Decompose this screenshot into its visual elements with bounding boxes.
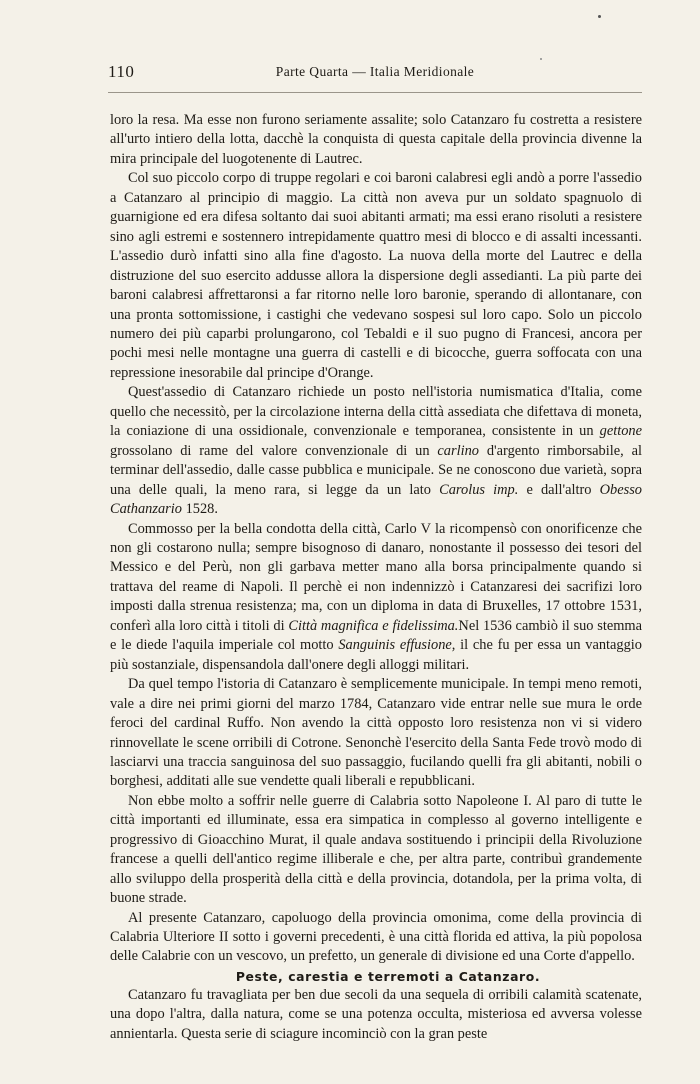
text-run: d'argento rimborsabile, al terminar dell'assedio, dalle casse pubblica e municipale. Se ne conoscono due varietà, sopra una delle quali, la meno rara, si legge da un lato (110, 442, 642, 498)
ink-speck (540, 58, 542, 60)
page-header (108, 62, 642, 84)
page-number: 110 (108, 62, 135, 81)
paragraph (110, 520, 642, 676)
paragraph (110, 675, 642, 792)
text-run: Da quel tempo l'istoria di Catanzaro è semplicemente municipale. In tempi meno remoti, vale a dire nei primi giorni del marzo 1784, Catanzaro vide entrar nelle sue mura le orde feroci del cardinal Ruffo. Non avendo la città opposto loro resistenza non vi si videro rinnovellate le scene orribili di Cotrone. Senonchè l'esercito della Santa Fede trovò modo di lasciarvi una traccia sanguinosa del suo passaggio, fucilando quelli fra gli abitanti, nobili o borghesi, additati alle sue vendette quali liberali e repubblicani. (110, 676, 642, 790)
text-run: e dall'altro (518, 481, 600, 498)
italic-phrase: Carolus imp. (439, 481, 519, 498)
paragraph (110, 169, 642, 383)
italic-phrase: Città magnifica e fidelissima. (288, 617, 459, 634)
text-run: grossolano di rame del valore convenzionale di un (110, 442, 438, 459)
paragraphs-after-heading (110, 986, 642, 1044)
header-divider (108, 92, 642, 93)
paragraph (110, 909, 642, 967)
text-run: 1528. (181, 501, 218, 518)
text-run: loro la resa. Ma esse non furono seriamente assalite; solo Catanzaro fu costretta a resistere all'urto intiero della lotta, dacchè la conquista di questa capitale della provincia divenne la mira principale del luogotenente di Lautrec. (110, 112, 642, 167)
paragraph (110, 111, 642, 169)
italic-phrase: Sanguinis effusione, (338, 637, 456, 654)
text-run: Non ebbe molto a soffrir nelle guerre di Calabria sotto Napoleone I. Al paro di tutte le città importanti ed illuminate, essa era simpatica in complesso al governo intelligente e progressivo di Gioacchino Murat, il quale andava sostituendo i principii della Rivoluzione francese a quelli dell'antico regime illiberale e che, per altra parte, contribuì grandemente allo sviluppo della prosperità della città e della provincia, dotandola, per la prima volta, di buone strade. (110, 792, 642, 907)
paragraph (110, 383, 642, 519)
text-run: Quest'assedio di Catanzaro richiede un posto nell'istoria numismatica d'Italia, come quello che necessitò, per la circolazione interna della città assediata che difettava di moneta, la coniazione di una ossidionale, convenzionale e temporanea, consistente in un (110, 384, 642, 440)
text-run: Nel 1536 cambiò il suo stemma e le diede l'aquila imperiale col motto (110, 617, 643, 654)
paragraphs-before-heading (110, 111, 642, 967)
italic-phrase: carlino (437, 442, 479, 459)
text-run: Col suo piccolo corpo di truppe regolari e coi baroni calabresi egli andò a porre l'assedio a Catanzaro al principio di maggio. La città non aveva pur un soldato spagnuolo di guarnigione ed era difesa soltanto dai suoi abitanti armati; ma essi erano risoluti a resistere sino agli estremi e sostennero intrepidamente quattro mesi di blocco e di assalti incessanti. L'assedio durò infatti sino alla fine d'agosto. La nuova della morte del Lautrec e della distruzione del suo esercito addusse allora la dispersione degli assedianti. La più parte dei baroni calabresi affrettaronsi a far ritorno nelle loro baronie, sperando di allontanare, con una pronta sottomissione, i castighi che vedevano sospesi sul loro capo. Solo un piccolo numero dei più caparbi prolungarono, col Tebaldi e il suo pugno di Francesi, ancora per pochi mesi nelle montagne una guerra di castelli e di bicocche, guerra soffocata con una repressione inesorabile dal principe d'Orange. (110, 170, 642, 381)
section-heading: Peste, carestia e terremoti a Catanzaro. (235, 968, 541, 984)
text-run: Commosso per la bella condotta della città, Carlo V la ricompensò con onorificenze che non gli costarono nulla; sempre bisognoso di danaro, nonostante il possesso dei tesori del Messico e del Perù, non gli garbava metter mano alla borsa principalmente quando si trattava del reame di Napoli. Il perchè ei non indennizzò i Catanzaresi dei sacrifizi loro imposti dalla strenua resistenza; ma, con un diploma in data di Bruxelles, 17 ottobre 1531, conferì alla loro città i titoli di (110, 520, 642, 634)
italic-phrase: gettone (599, 423, 642, 440)
text-run: il che fu per essa un vantaggio più sostanziale, dispensandola dall'onere degli alloggi militari. (110, 637, 642, 673)
text-run: Al presente Catanzaro, capoluogo della provincia omonima, come della provincia di Calabria Ulteriore II sotto i governi precedenti, è una città florida ed attiva, la più popolosa delle Calabrie con un vescovo, un prefetto, un generale di divisione ed una Corte d'appello. (110, 909, 642, 965)
paragraph (110, 986, 642, 1044)
italic-phrase: Obesso Cathanzario (110, 481, 642, 518)
text-run: Catanzaro fu travagliata per ben due secoli da una sequela di orribili calamità scatenate, una dopo l'altra, dalla natura, come se una potenza occulta, misteriosa ed avversa volesse annientarla. Questa serie di sciagure incominciò con la gran peste (110, 986, 642, 1042)
body-text (110, 111, 642, 1044)
running-title: Parte Quarta — Italia Meridionale (275, 64, 475, 79)
ink-speck (598, 15, 601, 18)
paragraph (110, 792, 642, 909)
